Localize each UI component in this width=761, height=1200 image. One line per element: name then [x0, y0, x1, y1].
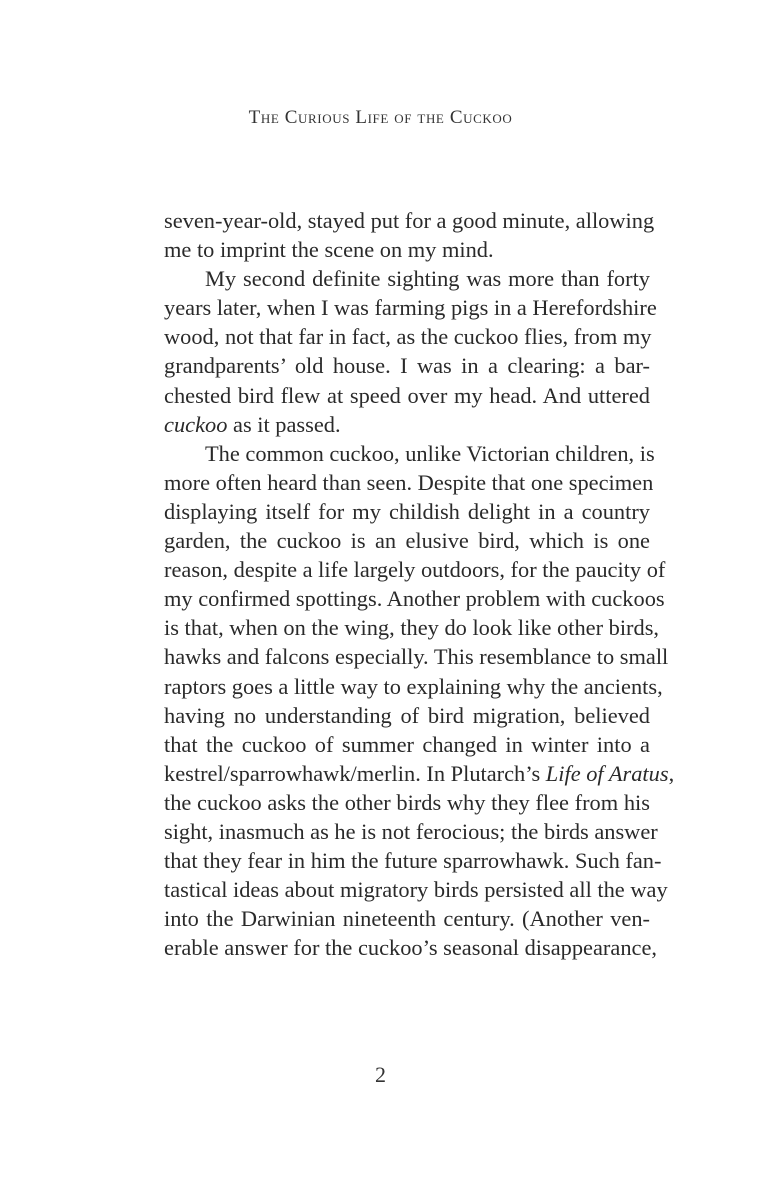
text-run: as it passed. [227, 411, 341, 437]
text-line: chested bird flew at speed over my head. And uttered [164, 382, 650, 408]
text-line: into the Darwinian nineteenth century. (Another ven- [164, 906, 650, 932]
text-line: more often heard than seen. Despite that one specimen [164, 469, 654, 495]
text-line: garden, the cuckoo is an elusive bird, which is one [164, 528, 650, 554]
page-number: 2 [375, 1062, 386, 1087]
text-line: that they fear in him the future sparrowhawk. Such fan- [164, 848, 662, 874]
text-line: erable answer for the cuckoo’s seasonal disappearance, [164, 935, 657, 961]
text-line: me to imprint the scene on my mind. [164, 237, 494, 263]
text-line: displaying itself for my childish delight in a country [164, 498, 650, 524]
text-line: reason, despite a life largely outdoors, for the paucity of [164, 557, 666, 583]
text-line: is that, when on the wing, they do look like other birds, [164, 615, 660, 641]
text-line: My second definite sighting was more than forty [205, 266, 650, 292]
text-line: seven-year-old, stayed put for a good minute, allowing [164, 208, 655, 233]
text-run: kestrel/sparrowhawk/merlin. In Plutarch’s [164, 760, 546, 786]
italic-title: Life of Aratus [545, 760, 669, 786]
text-line [164, 410, 650, 439]
text-line [164, 759, 675, 788]
text-line: my confirmed spottings. Another problem with cuckoos [164, 586, 665, 612]
text-line: wood, not that far in fact, as the cuckoo flies, from my [164, 324, 652, 350]
text-run: , [668, 760, 675, 786]
text-line: the cuckoo asks the other birds why they flee from his [164, 789, 650, 815]
text-line: years later, when I was farming pigs in a Herefordshire [164, 295, 657, 321]
text-line: that the cuckoo of summer changed in winter into a [164, 731, 650, 757]
text-line: raptors goes a little way to explaining why the ancients, [164, 673, 663, 699]
text-line: tastical ideas about migratory birds persisted all the way [164, 877, 668, 903]
text-line: hawks and falcons especially. This resemblance to small [164, 644, 669, 670]
text-line: grandparents’ old house. I was in a clearing: a bar- [164, 353, 650, 379]
text-line: sight, inasmuch as he is not ferocious; the birds answer [164, 818, 658, 844]
italic-word: cuckoo [164, 411, 228, 437]
body-text [164, 206, 675, 962]
running-head: The Curious Life of the Cuckoo [248, 107, 513, 128]
text-line: having no understanding of bird migration, believed [164, 702, 650, 728]
text-line: The common cuckoo, unlike Victorian children, is [205, 440, 655, 466]
